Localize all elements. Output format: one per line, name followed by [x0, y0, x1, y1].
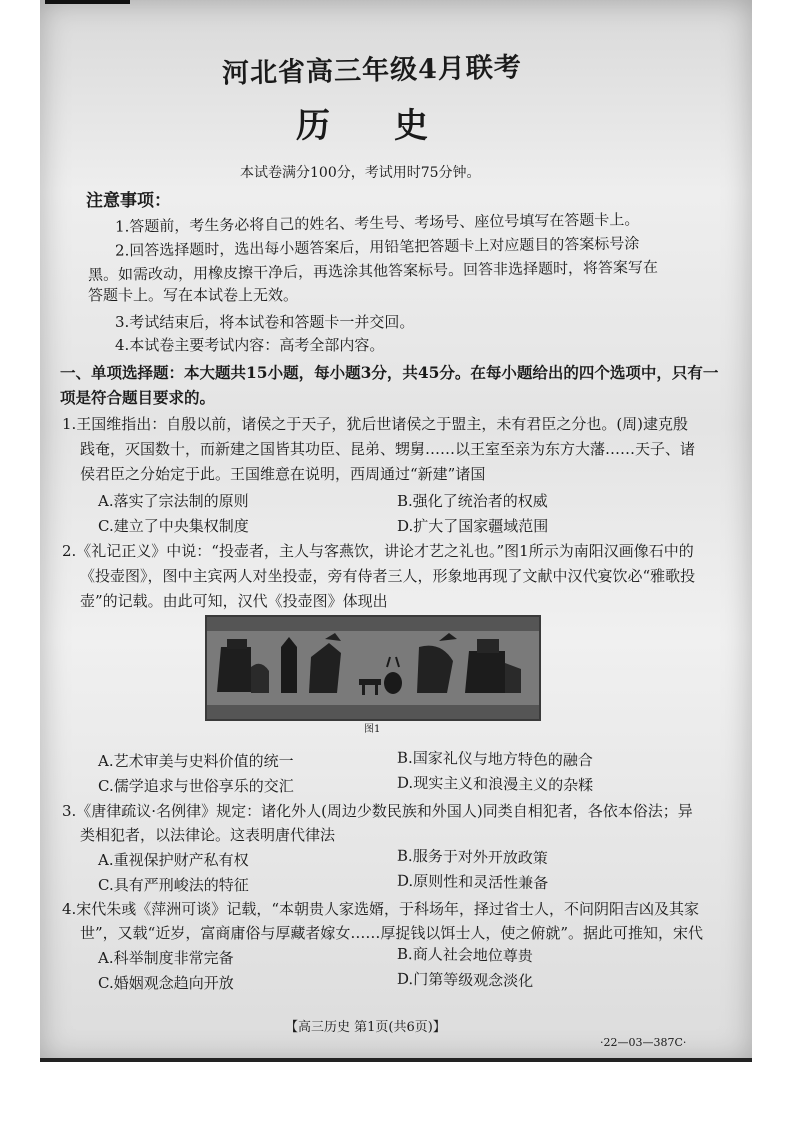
section-title-line2: 项是符合题目要求的。 [60, 388, 216, 407]
notice-title: 注意事项： [86, 191, 171, 211]
q3-stem: 类相犯者，以法律论。这表明唐代律法 [80, 826, 336, 844]
relief-illustration [207, 617, 539, 719]
q2-stem: 壶”的记载。由此可知，汉代《投壶图》体现出 [80, 592, 388, 610]
q3-option-b: B.服务于对外开放政策 [396, 846, 548, 868]
notice-item: 3.考试结束后，将本试卷和答题卡一并交回。 [115, 313, 415, 331]
q3-stem: 3.《唐律疏议·名例律》规定：诸化外人(周边少数民族和外国人)同类自相犯者，各依本俗法；异 [62, 802, 693, 820]
section-title-line1: 一、单项选择题：本大题共15小题，每小题3分，共45分。在每小题给出的四个选项中，只有一 [60, 363, 719, 382]
q2-option-a: A.艺术审美与史料价值的统一 [98, 752, 294, 770]
q4-stem: 世”，又载“近岁，富商庸俗与厚藏者嫁女……厚捉钱以饵士人，使之俯就”。据此可推知，宋代 [80, 924, 704, 942]
q4-option-a: A.科举制度非常完备 [98, 949, 234, 967]
q1-stem: 1.王国维指出：自殷以前，诸侯之于天子，犹后世诸侯之于盟主，未有君臣之分也。(周)逮克殷 [62, 415, 689, 433]
q4-option-d: D.门第等级观念淡化 [396, 969, 534, 991]
q1-option-d: D.扩大了国家疆域范围 [397, 517, 549, 535]
q4-stem: 4.宋代朱彧《萍洲可谈》记载，“本朝贵人家选婿，于科场年，择过省士人，不问阴阳吉凶及其家 [62, 900, 699, 918]
sheet-bottom-edge [40, 1058, 752, 1062]
figure-caption: 图1 [364, 724, 381, 735]
exam-code: ·22—03—387C· [600, 1036, 687, 1049]
q1-stem: 侯君臣之分始定于此。王国维意在说明，西周通过“新建”诸国 [80, 465, 486, 483]
top-edge-mark [45, 0, 130, 4]
q3-option-c: C.具有严刑峻法的特征 [98, 876, 249, 894]
notice-item: 2.回答选择题时，选出每小题答案后，用铅笔把答题卡上对应题目的答案标号涂 [114, 234, 640, 260]
notice-item: 答题卡上。写在本试卷上无效。 [88, 286, 299, 304]
q1-stem: 践奄，灭国数十，而新建之国皆其功臣、昆弟、甥舅……以王室至亲为东方大藩……天子、诸 [80, 440, 696, 458]
notice-item: 4.本试卷主要考试内容：高考全部内容。 [115, 336, 385, 354]
q1-option-a: A.落实了宗法制的原则 [98, 492, 249, 510]
q3-option-a: A.重视保护财产私有权 [98, 851, 249, 869]
page-footer: 【高三历史 第1页(共6页)】 [285, 1020, 446, 1035]
exam-title: 河北省高三年级4月联考 [221, 52, 523, 90]
q2-option-b: B.国家礼仪与地方特色的融合 [396, 748, 593, 770]
stone-relief-figure [205, 615, 541, 721]
notice-item: 1.答题前，考生务必将自己的姓名、考生号、考场号、座位号填写在答题卡上。 [114, 210, 640, 236]
q3-option-d: D.原则性和灵活性兼备 [396, 871, 549, 893]
exam-meta: 本试卷满分100分，考试用时75分钟。 [240, 165, 481, 181]
q4-option-c: C.婚姻观念趋向开放 [98, 974, 234, 992]
q2-option-d: D.现实主义和浪漫主义的杂糅 [396, 773, 594, 795]
q1-option-b: B.强化了统治者的权威 [397, 492, 548, 510]
q2-stem: 《投壶图》，图中主宾两人对坐投壶，旁有侍者三人，形象地再现了文献中汉代宴饮必“雅歌投 [80, 567, 696, 585]
q2-stem: 2.《礼记正义》中说：“投壶者，主人与客燕饮，讲论才艺之礼也。”图1所示为南阳汉画像石中的 [62, 542, 694, 560]
subject-title: 历史 [296, 106, 492, 146]
q4-option-b: B.商人社会地位尊贵 [396, 944, 533, 966]
notice-item: 黑。如需改动，用橡皮擦干净后，再选涂其他答案标号。回答非选择题时，将答案写在 [87, 258, 659, 284]
q2-option-c: C.儒学追求与世俗享乐的交汇 [98, 777, 294, 795]
q1-option-c: C.建立了中央集权制度 [98, 517, 249, 535]
